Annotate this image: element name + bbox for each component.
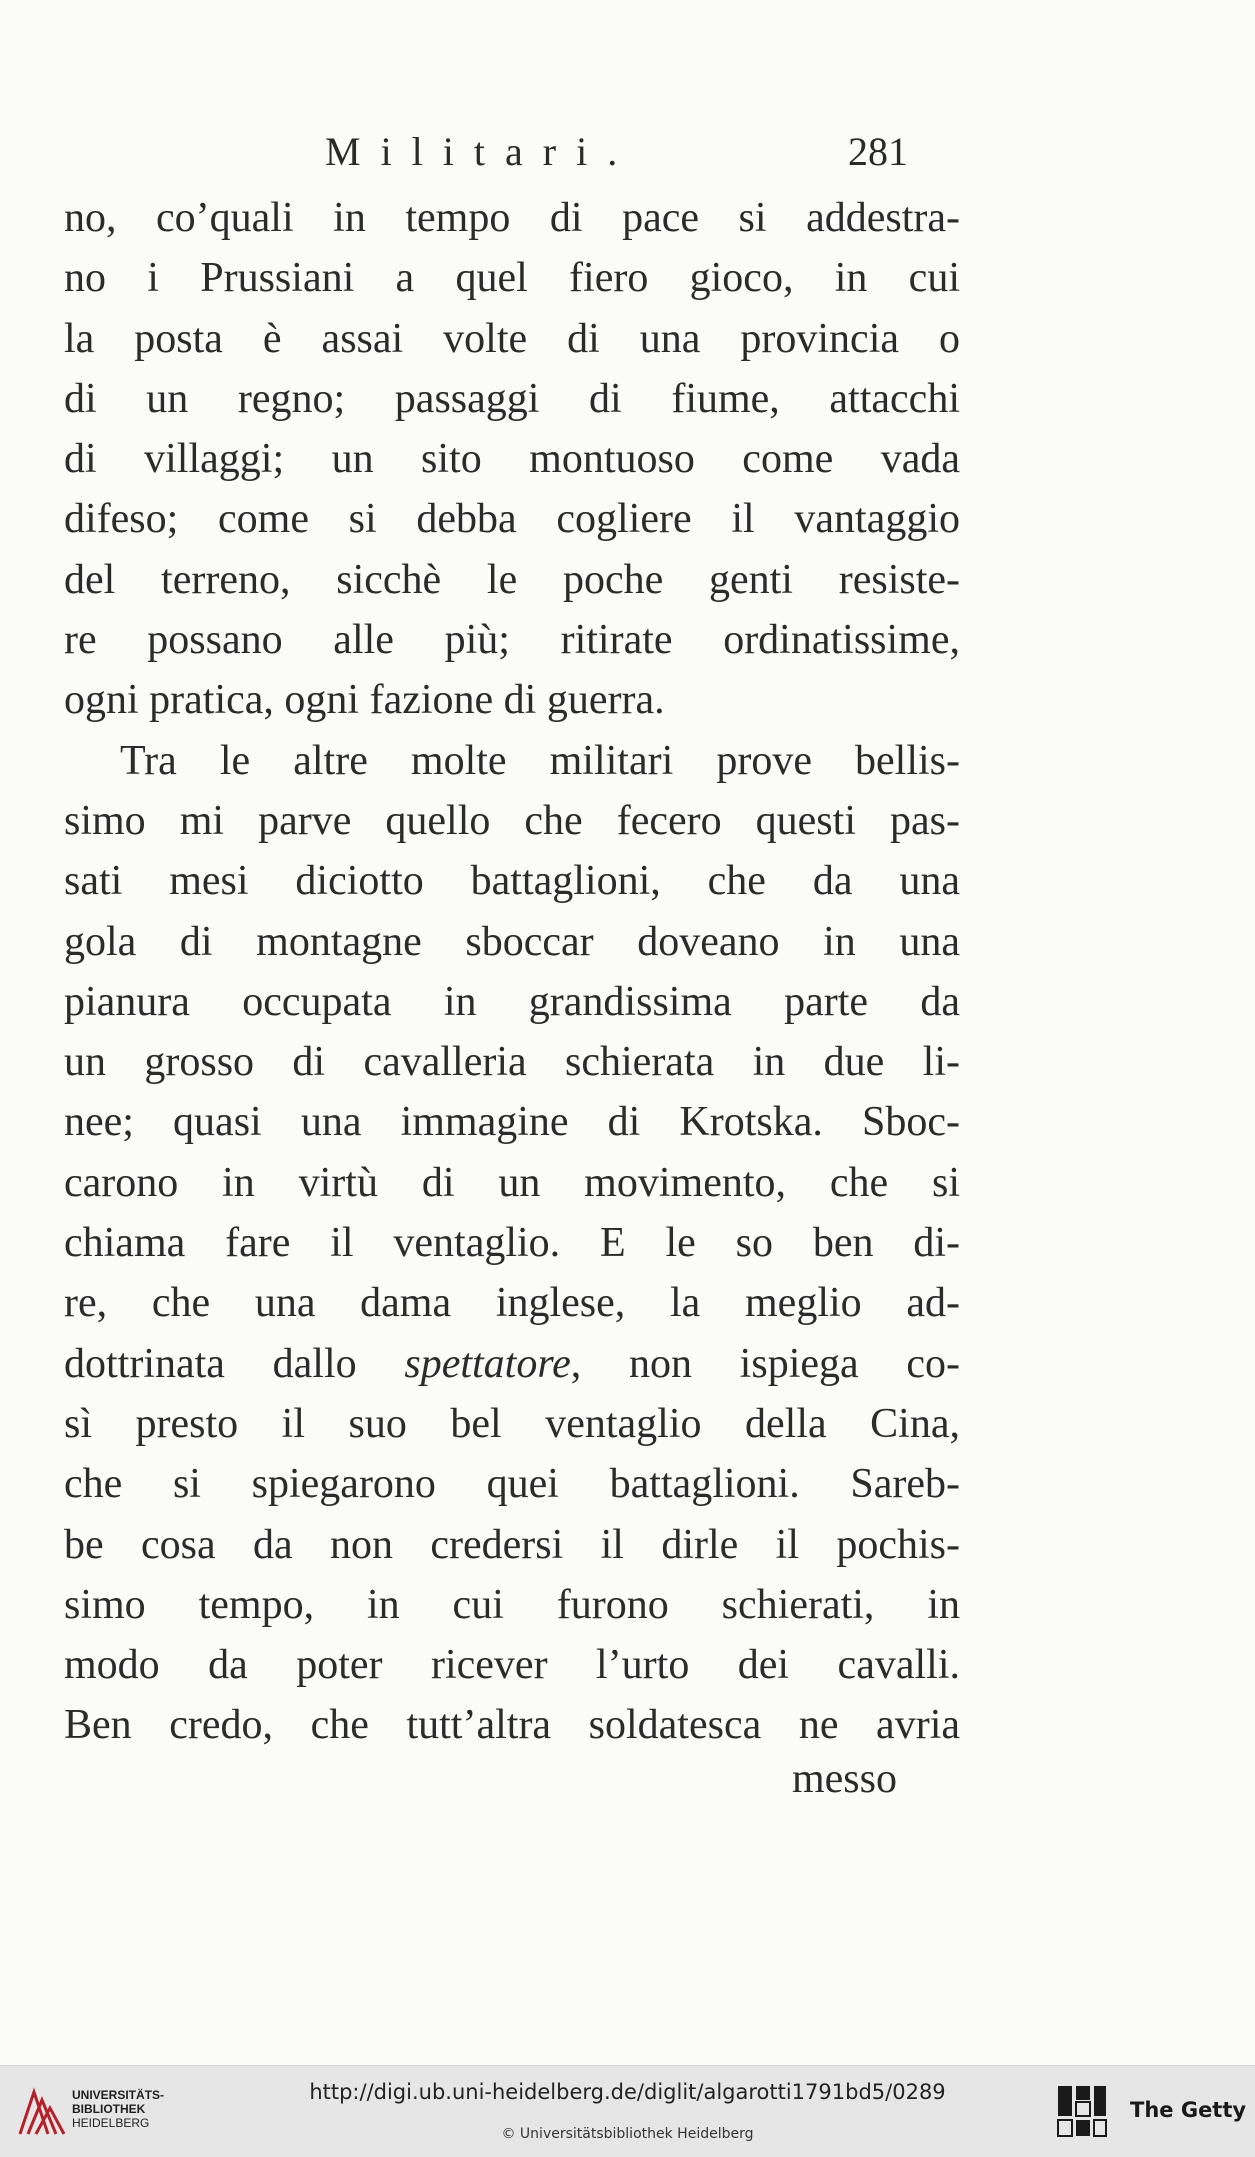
institution-line-1: UNIVERSITÄTS- [72,2088,165,2102]
text-line: Tra le altre molte militari prove bellis- [120,737,960,784]
text-line: di un regno; passaggi di fiume, attacchi [64,375,960,422]
text-line: sì presto il suo bel ventaglio della Cina, [64,1400,960,1447]
text-line: Ben credo, che tutt’altra soldatesca ne avria [64,1702,960,1749]
catchword: messo [792,1756,897,1802]
text-line: di villaggi; un sito montuoso come vada [64,436,960,483]
body-text [64,188,960,1756]
text-line [64,1334,960,1394]
text-line: no i Prussiani a quel fiero gioco, in cui [64,255,960,302]
text-line: simo tempo, in cui furono schierati, in [64,1581,960,1628]
text-line: un grosso di cavalleria schierata in due li- [64,1039,960,1086]
text-line: gola di montagne sboccar doveano in una [64,918,960,965]
text-line: chiama fare il ventaglio. E le so ben di- [64,1220,960,1267]
text-line: be cosa da non credersi il dirle il pochis- [64,1521,960,1568]
text-line: no, co’quali in tempo di pace si addestra- [64,195,960,241]
italic-title: spettatore [404,1340,571,1387]
permalink-link[interactable]: http://digi.ub.uni-heidelberg.de/diglit/algarotti1791bd5/0289 [309,2080,946,2104]
running-title: Militari. [325,129,638,174]
text-line: re, che una dama inglese, la meglio ad- [64,1280,960,1327]
partner-name: The Getty [1130,2098,1247,2122]
text-line: nee; quasi una immagine di Krotska. Sboc- [64,1099,960,1146]
running-head [0,128,1255,188]
getty-logo-icon[interactable] [1056,2084,1108,2140]
text-line: modo da poter ricever l’urto dei cavalli. [64,1642,960,1689]
text-line: ogni pratica, ogni fazione di guerra. [64,677,665,724]
copyright-notice: © Universitätsbibliothek Heidelberg [501,2126,754,2142]
institution-line-3: HEIDELBERG [72,2116,150,2130]
text-fragment: , non ispiega co- [570,1340,960,1387]
text-line: sati mesi diciotto battaglioni, che da una [64,858,960,905]
text-line: simo mi parve quello che fecero questi pas- [64,797,960,844]
text-line: re possano alle più; ritirate ordinatissime, [64,617,960,664]
text-line: del terreno, sicchè le poche genti resiste- [64,556,960,603]
text-line: che si spiegarono quei battaglioni. Sareb- [64,1461,960,1508]
text-line: carono in virtù di un movimento, che si [64,1159,960,1206]
viewer-footer [0,2065,1255,2157]
text-fragment: dottrinata dallo [64,1340,405,1387]
page-number: 281 [848,129,908,174]
institution-line-2: BIBLIOTHEK [72,2102,146,2116]
text-line: pianura occupata in grandissima parte da [64,978,960,1025]
text-line: difeso; come si debba cogliere il vantaggio [64,496,960,543]
text-line: la posta è assai volte di una provincia o [64,315,960,362]
